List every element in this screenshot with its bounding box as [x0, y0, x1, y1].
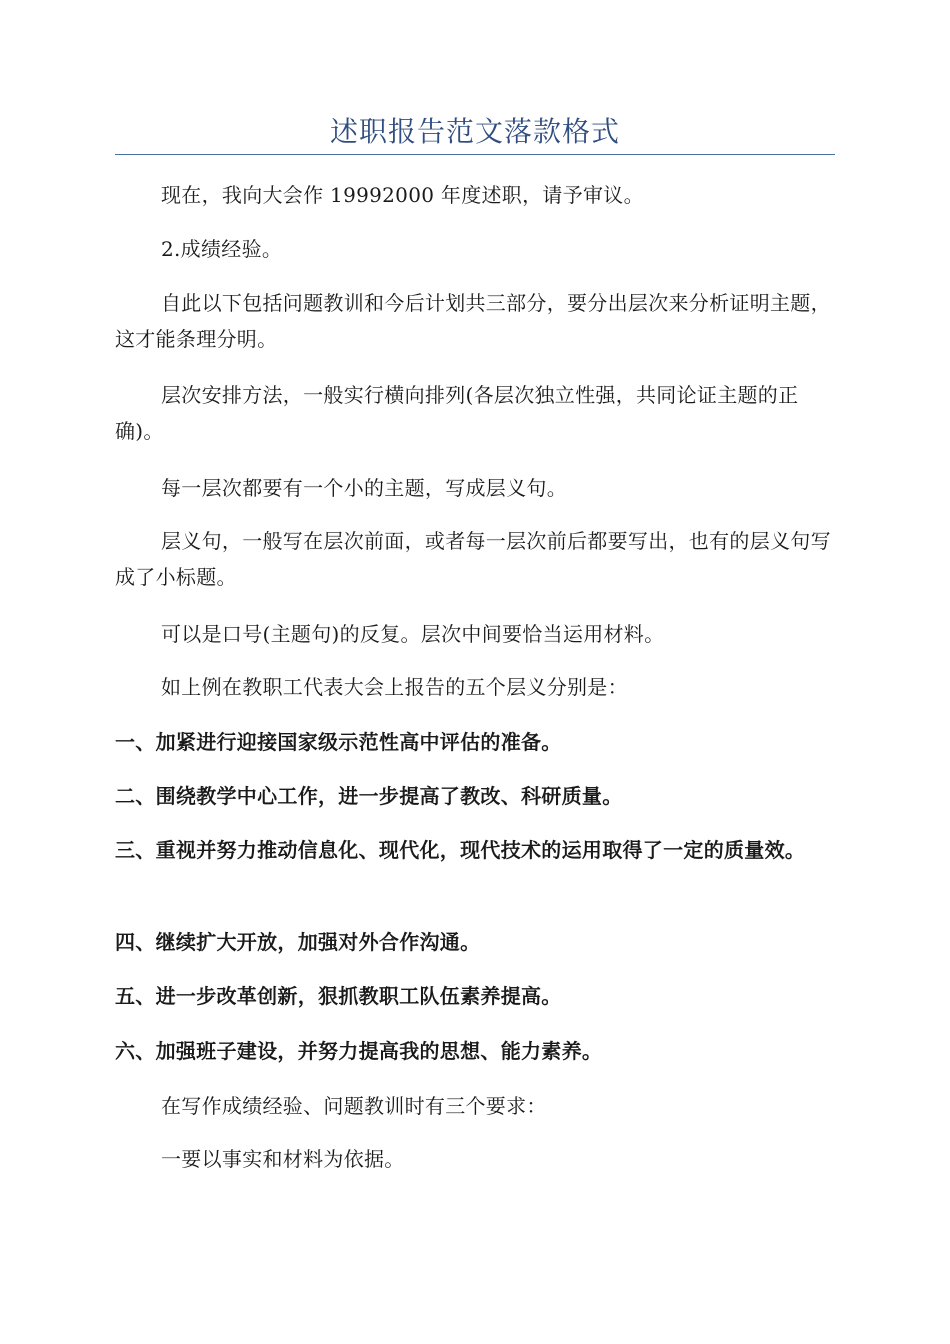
paragraph: 在写作成绩经验、问题教训时有三个要求：	[161, 1094, 547, 1118]
bold-list-item: 四、继续扩大开放，加强对外合作沟通。	[115, 930, 481, 954]
paragraph: 层次安排方法，一般实行横向排列(各层次独立性强，共同论证主题的正确)。	[115, 383, 799, 443]
bold-list-item: 二、围绕教学中心工作，进一步提高了教改、科研质量。	[115, 784, 623, 808]
paragraph: 一要以事实和材料为依据。	[161, 1147, 405, 1171]
title-underline	[115, 154, 835, 155]
paragraph: 自此以下包括问题教训和今后计划共三部分，要分出层次来分析证明主题，这才能条理分明。	[115, 291, 831, 351]
paragraph: 如上例在教职工代表大会上报告的五个层义分别是：	[161, 675, 628, 699]
bold-list-item: 三、重视并努力推动信息化、现代化，现代技术的运用取得了一定的质量效。	[115, 838, 806, 862]
paragraph: 每一层次都要有一个小的主题，写成层义句。	[161, 476, 567, 500]
bold-list-item: 六、加强班子建设，并努力提高我的思想、能力素养。	[115, 1039, 603, 1063]
document-title: 述职报告范文落款格式	[329, 115, 620, 148]
paragraph: 可以是口号(主题句)的反复。层次中间要恰当运用材料。	[161, 622, 665, 646]
paragraph: 2.成绩经验。	[161, 237, 283, 261]
bold-list-item: 五、进一步改革创新，狠抓教职工队伍素养提高。	[115, 984, 562, 1008]
bold-list-item: 一、加紧进行迎接国家级示范性高中评估的准备。	[115, 730, 562, 754]
paragraph: 现在，我向大会作 19992000 年度述职，请予审议。	[161, 183, 644, 207]
paragraph: 层义句，一般写在层次前面，或者每一层次前后都要写出，也有的层义句写成了小标题。	[115, 529, 831, 589]
